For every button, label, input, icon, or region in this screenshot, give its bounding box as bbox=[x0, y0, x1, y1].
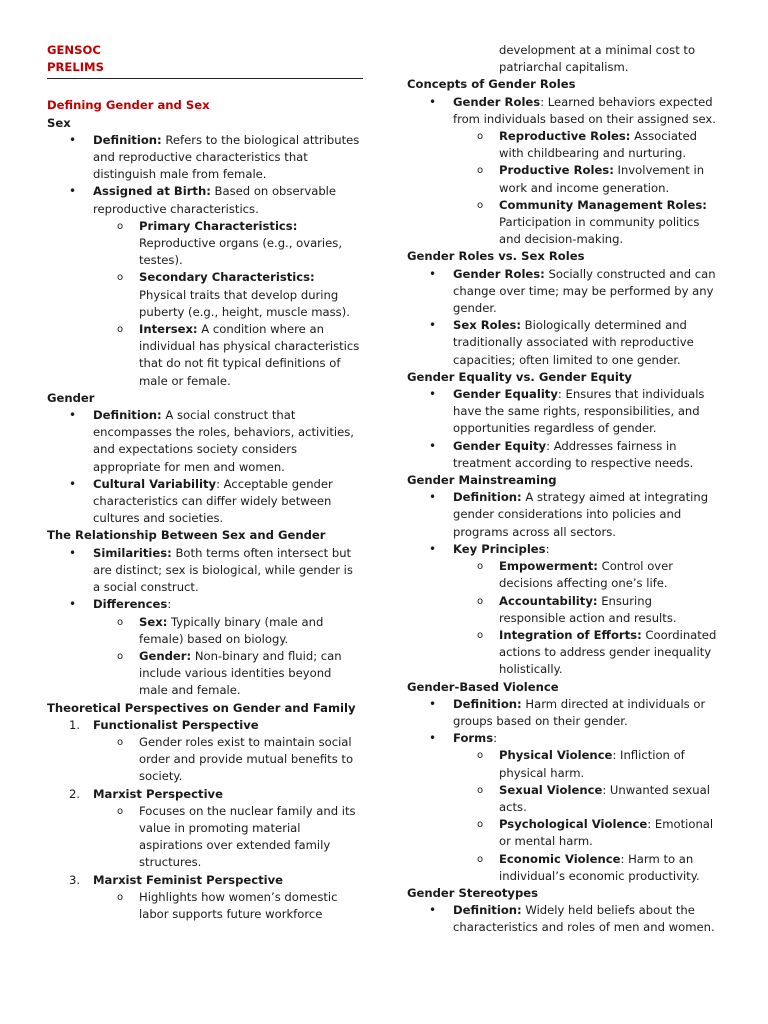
left-column bbox=[47, 42, 363, 923]
bullet-icon: • bbox=[429, 94, 437, 109]
list-item: • Assigned at Birth: Based on observable reproductive characteristics. bbox=[69, 184, 337, 216]
sub-list-item: o Community Management Roles: Participation in community politics and decision-making. bbox=[477, 197, 707, 247]
list-item: • Key Principles: bbox=[407, 541, 719, 558]
course-code: GENSOC bbox=[47, 43, 101, 57]
circle-bullet-icon: o bbox=[117, 650, 124, 662]
bullet-icon: • bbox=[429, 266, 437, 281]
sub-list-item: o Sex: Typically binary (male and female) based on biology. bbox=[117, 614, 324, 646]
bullet-icon: • bbox=[429, 903, 437, 918]
heading-roles-vs: Gender Roles vs. Sex Roles bbox=[407, 249, 585, 264]
sub-list-item: o Intersex: A condition where an individual has physical characteristics that do not fit typical definitions of male or female. bbox=[117, 322, 360, 388]
bullet-icon: • bbox=[429, 541, 437, 556]
list-item: • Gender Roles: Socially constructed and can change over time; may be performed by any gender. bbox=[429, 266, 716, 316]
list-item: • Definition: Widely held beliefs about the characteristics and roles of men and women. bbox=[429, 903, 715, 935]
continued-text: development at a minimal cost to patriarchal capitalism. bbox=[499, 43, 696, 75]
circle-bullet-icon: o bbox=[117, 891, 124, 903]
sub-list-item: o Highlights how women’s domestic labor supports future workforce bbox=[117, 889, 338, 921]
bullet-icon: • bbox=[69, 132, 77, 147]
list-item: • Differences: bbox=[47, 596, 363, 613]
bullet-icon: • bbox=[429, 387, 437, 402]
bullet-icon: • bbox=[429, 731, 437, 746]
bullet-icon: • bbox=[69, 408, 77, 423]
heading-relationship: The Relationship Between Sex and Gender bbox=[47, 528, 326, 543]
list-item: • Similarities: Both terms often intersect but are distinct; sex is biological, while gender is a social construct. bbox=[69, 545, 353, 595]
list-item: • Gender Roles: Learned behaviors expected from individuals based on their assigned sex. bbox=[429, 94, 716, 126]
circle-bullet-icon: o bbox=[117, 736, 124, 748]
sub-list-item: o Accountability: Ensuring responsible action and results. bbox=[477, 593, 677, 625]
right-column bbox=[407, 42, 719, 937]
circle-bullet-icon: o bbox=[477, 131, 484, 143]
circle-bullet-icon: o bbox=[477, 853, 484, 865]
section-title-defining: Defining Gender and Sex bbox=[47, 98, 210, 113]
bullet-icon: • bbox=[69, 184, 77, 199]
sub-list-item: o Gender: Non-binary and fluid; can include various identities beyond male and female. bbox=[117, 648, 342, 698]
sub-list-item: o Gender roles exist to maintain social order and provide mutual benefits to society. bbox=[117, 734, 354, 784]
list-item: • Forms: bbox=[407, 730, 719, 747]
circle-bullet-icon: o bbox=[477, 750, 484, 762]
circle-bullet-icon: o bbox=[117, 220, 124, 232]
circle-bullet-icon: o bbox=[117, 805, 124, 817]
exam-term: PRELIMS bbox=[47, 60, 104, 75]
sub-list-item: o Focuses on the nuclear family and its value in promoting material aspirations over extended family structures. bbox=[117, 803, 356, 870]
bullet-icon: • bbox=[429, 438, 437, 453]
list-item: • Gender Equality: Ensures that individuals have the same rights, responsibilities, and opportunities regardless of gender. bbox=[429, 387, 705, 436]
sub-list-item: o Integration of Efforts: Coordinated actions to address gender inequality holistically. bbox=[477, 627, 717, 677]
heading-stereotypes: Gender Stereotypes bbox=[407, 885, 539, 900]
heading-theoretical-perspectives: Theoretical Perspectives on Gender and Family bbox=[47, 700, 356, 715]
list-item: • Definition: A social construct that encompasses the roles, behaviors, activities, and expectations society considers appropriate for men and women. bbox=[69, 408, 354, 474]
sub-list-item: o Sexual Violence: Unwanted sexual acts. bbox=[477, 782, 710, 814]
numbered-item: 3. Marxist Feminist Perspective bbox=[69, 872, 284, 887]
circle-bullet-icon: o bbox=[117, 324, 124, 336]
sub-list-item: o Empowerment: Control over decisions affecting one’s life. bbox=[477, 559, 674, 591]
circle-bullet-icon: o bbox=[117, 616, 124, 628]
circle-bullet-icon: o bbox=[477, 629, 484, 641]
circle-bullet-icon: o bbox=[477, 561, 484, 573]
list-item: • Definition: A strategy aimed at integrating gender considerations into policies and programs across all sectors. bbox=[429, 490, 709, 539]
heading-gender: Gender bbox=[47, 390, 95, 405]
numbered-item: 2. Marxist Perspective bbox=[69, 786, 223, 801]
sub-list-item: o Economic Violence: Harm to an individual’s economic productivity. bbox=[477, 851, 700, 883]
heading-concepts-gender-roles: Concepts of Gender Roles bbox=[407, 77, 576, 92]
list-item: • Gender Equity: Addresses fairness in treatment according to respective needs. bbox=[429, 438, 694, 470]
sub-list-item: o Physical Violence: Infliction of physical harm. bbox=[477, 748, 685, 780]
heading-mainstreaming: Gender Mainstreaming bbox=[407, 473, 557, 488]
bullet-icon: • bbox=[429, 318, 437, 333]
bullet-icon: • bbox=[429, 490, 437, 505]
sub-list-item: o Psychological Violence: Emotional or mental harm. bbox=[477, 817, 714, 849]
list-item: • Cultural Variability: Acceptable gender characteristics can differ widely between cultures and societies. bbox=[69, 476, 333, 526]
list-item: • Sex Roles: Biologically determined and traditionally associated with reproductive capacities; often limited to one gender. bbox=[429, 318, 694, 367]
bullet-icon: • bbox=[69, 545, 77, 560]
sub-list-item: o Secondary Characteristics: Physical traits that develop during puberty (e.g., height, muscle mass). bbox=[117, 270, 350, 319]
circle-bullet-icon: o bbox=[477, 199, 484, 211]
header-divider bbox=[47, 78, 363, 79]
numbered-item: 1. Functionalist Perspective bbox=[69, 717, 259, 732]
list-item: • Definition: Refers to the biological attributes and reproductive characteristics that distinguish male from female. bbox=[69, 132, 360, 182]
sub-list-item: o Productive Roles: Involvement in work and income generation. bbox=[477, 163, 705, 195]
heading-sex: Sex bbox=[47, 115, 71, 130]
circle-bullet-icon: o bbox=[477, 784, 484, 796]
sub-list-item: o Reproductive Roles: Associated with childbearing and nurturing. bbox=[477, 129, 697, 161]
heading-gender-based-violence: Gender-Based Violence bbox=[407, 679, 559, 694]
sub-list-item: o Primary Characteristics: Reproductive organs (e.g., ovaries, testes). bbox=[117, 218, 343, 268]
circle-bullet-icon: o bbox=[477, 819, 484, 831]
heading-equality-equity: Gender Equality vs. Gender Equity bbox=[407, 369, 632, 384]
bullet-icon: • bbox=[429, 696, 437, 711]
bullet-icon: • bbox=[69, 476, 77, 491]
list-item: • Definition: Harm directed at individuals or groups based on their gender. bbox=[429, 696, 706, 728]
circle-bullet-icon: o bbox=[117, 272, 124, 284]
bullet-icon: • bbox=[69, 597, 77, 612]
circle-bullet-icon: o bbox=[477, 595, 484, 607]
circle-bullet-icon: o bbox=[477, 165, 484, 177]
